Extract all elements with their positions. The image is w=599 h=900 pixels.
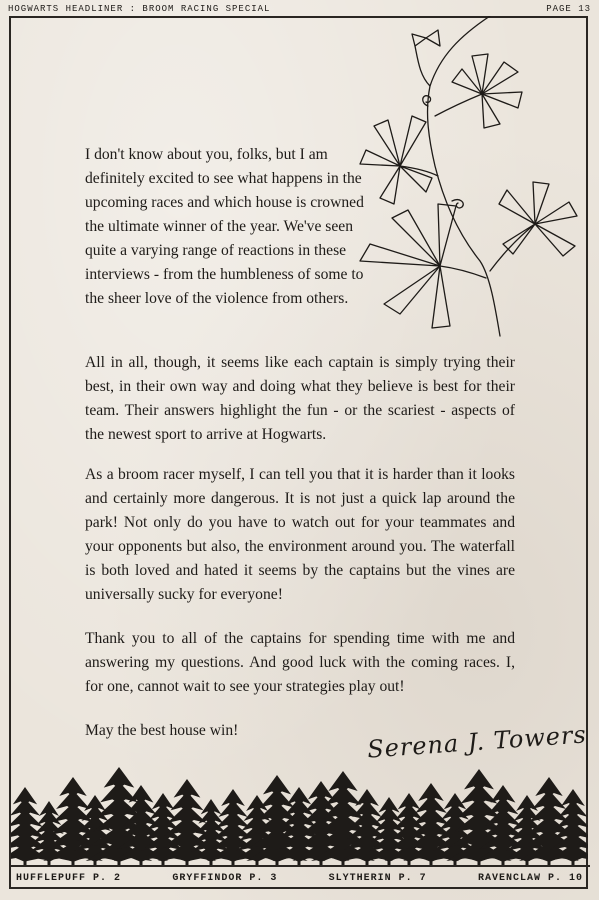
page-footer (16, 870, 583, 886)
article-closing-line: May the best house win! (85, 722, 239, 739)
footer-link-gryffindor[interactable]: GRYFFINDOR P. 3 (172, 872, 278, 884)
article-paragraph-1: I don't know about you, folks, but I am definitely excited to see what happens in the upcoming races and which house is crowned the ultimate winner of the year. We've seen quite a varying range of reactions in these interviews - from the humbleness of some to the sheer love of the violence from others. (85, 146, 364, 307)
page-header (8, 3, 591, 15)
footer-link-hufflepuff[interactable]: HUFFLEPUFF P. 2 (16, 872, 122, 884)
page-number: PAGE 13 (546, 4, 591, 14)
article-paragraph-4: Thank you to all of the captains for spending time with me and answering my questions. And good luck with the coming races. I, for one, cannot wait to see your strategies play out! (85, 630, 515, 695)
vine-illustration-icon (340, 16, 590, 356)
footer-link-slytherin[interactable]: SLYTHERIN P. 7 (328, 872, 427, 884)
author-signature: Serena J. Towers (366, 720, 588, 764)
article-paragraph-3: As a broom racer myself, I can tell you that it is harder than it looks and certainly more dangerous. It is not just a quick lap around the park! Not only do you have to watch out for your teammates and your opponents but also, the environment around you. The waterfall is both loved and hated it seems by the captains but the vines are universally sucky for everyone! (85, 466, 515, 603)
article-paragraph-2: All in all, though, it seems like each captain is simply trying their best, in their own way and doing what they believe is best for their team. Their answers highlight the fun - or the scariest - aspects of the newest sport to arrive at Hogwarts. (85, 354, 515, 443)
footer-link-ravenclaw[interactable]: RAVENCLAW P. 10 (477, 872, 583, 884)
publication-title: HOGWARTS HEADLINER : BROOM RACING SPECIAL (8, 4, 271, 14)
pine-forest-icon (11, 765, 588, 865)
footer-divider (9, 865, 590, 867)
